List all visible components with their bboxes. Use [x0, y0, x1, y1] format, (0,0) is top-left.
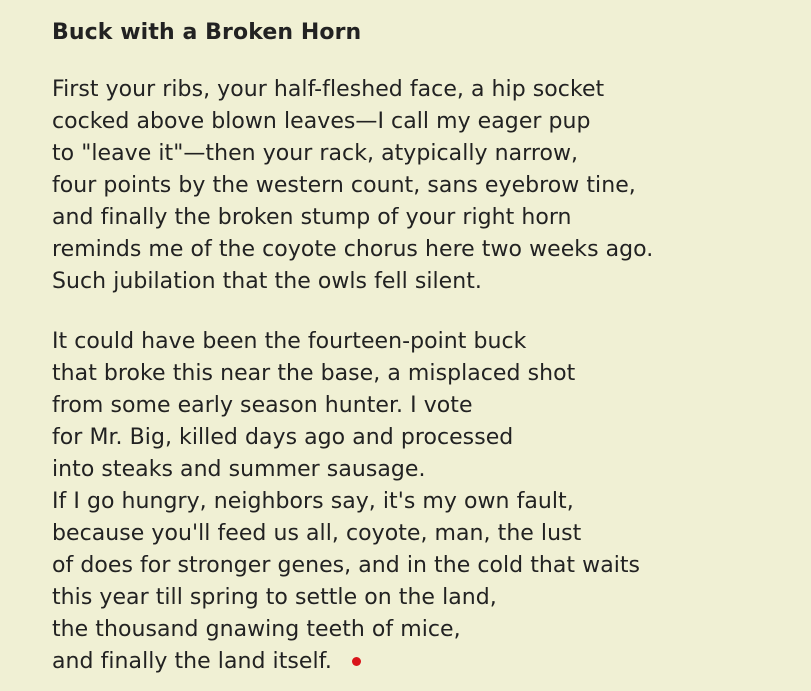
poem-line: cocked above blown leaves—I call my eager pup [52, 109, 591, 134]
poem-line: If I go hungry, neighbors say, it's my own fault, [52, 489, 574, 514]
poem-line: to "leave it"—then your rack, atypically narrow, [52, 141, 579, 166]
poem-line: four points by the western count, sans eyebrow tine, [52, 173, 636, 198]
poem-line: Such jubilation that the owls fell silent. [52, 269, 482, 294]
stanza-2 [52, 326, 792, 678]
poem-line: into steaks and summer sausage. [52, 457, 426, 482]
red-dot-icon [352, 657, 361, 666]
poem-line: reminds me of the coyote chorus here two weeks ago. [52, 237, 654, 262]
poem-line: of does for stronger genes, and in the cold that waits [52, 553, 641, 578]
poem-last-line [52, 646, 792, 678]
poem-line: for Mr. Big, killed days ago and processed [52, 425, 514, 450]
poem-line: that broke this near the base, a misplaced shot [52, 361, 576, 386]
poem-line: First your ribs, your half-fleshed face, a hip socket [52, 77, 605, 102]
poem-line: the thousand gnawing teeth of mice, [52, 617, 461, 642]
poem-line: because you'll feed us all, coyote, man, the lust [52, 521, 582, 546]
poem-line: from some early season hunter. I vote [52, 393, 473, 418]
stanza-1 [52, 74, 792, 298]
poem-container [52, 18, 792, 678]
poem-line: this year till spring to settle on the land, [52, 585, 497, 610]
poem-title: Buck with a Broken Horn [52, 20, 362, 45]
poem-line: It could have been the fourteen-point buck [52, 329, 527, 354]
poem-line: and finally the broken stump of your right horn [52, 205, 572, 230]
poem-line-text: and finally the land itself. [52, 649, 332, 674]
